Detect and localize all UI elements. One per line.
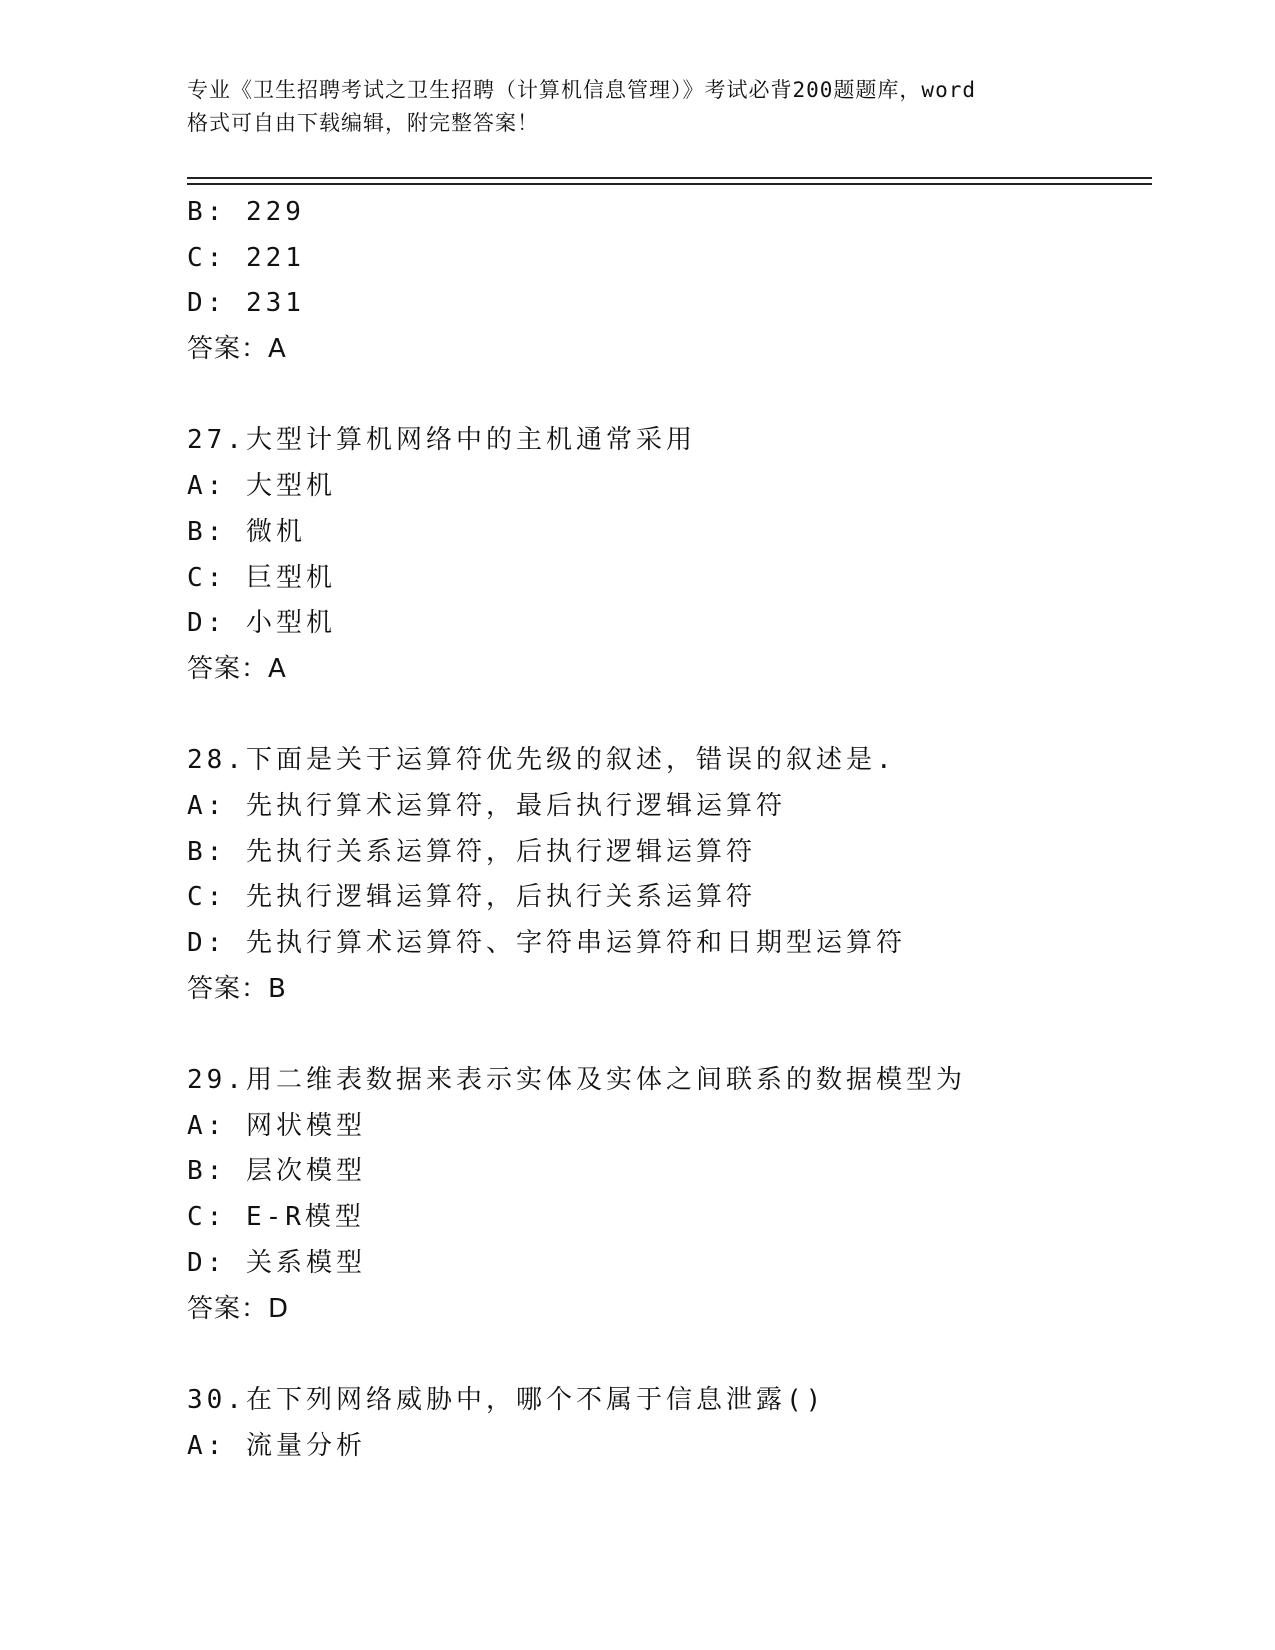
answer-line: 答案：D	[187, 1293, 290, 1324]
question-stem: 27.大型计算机网络中的主机通常采用	[187, 425, 696, 456]
question-stem: 30.在下列网络威胁中，哪个不属于信息泄露()	[187, 1384, 826, 1415]
question-list	[187, 190, 1152, 1469]
question-29	[187, 1058, 1152, 1332]
option-b: B: 先执行关系运算符，后执行逻辑运算符	[187, 836, 756, 867]
spacer	[187, 1332, 1152, 1378]
option-c: C: 巨型机	[187, 562, 336, 593]
option-b: B: 229	[187, 197, 305, 227]
header-line-2: 格式可自由下载编辑，附完整答案！	[187, 111, 539, 135]
question-30	[187, 1378, 1152, 1469]
answer-line: 答案：A	[187, 334, 287, 365]
answer-line: 答案：B	[187, 973, 287, 1004]
question-28	[187, 738, 1152, 1012]
option-d: D: 231	[187, 288, 305, 319]
option-d: D: 关系模型	[187, 1247, 366, 1278]
header-rule-bottom	[187, 183, 1152, 185]
document-header	[187, 74, 1087, 140]
header-rule-top	[187, 177, 1152, 179]
option-c: C: 221	[187, 242, 305, 273]
question-27	[187, 418, 1152, 692]
option-c: C: E-R模型	[187, 1202, 365, 1233]
header-line-1: 专业《卫生招聘考试之卫生招聘（计算机信息管理）》考试必背200题题库，word	[187, 78, 976, 102]
option-a: A: 大型机	[187, 471, 336, 502]
option-a: A: 网状模型	[187, 1110, 366, 1141]
spacer	[187, 693, 1152, 739]
question-stem: 29.用二维表数据来表示实体及实体之间联系的数据模型为	[187, 1065, 966, 1096]
option-d: D: 先执行算术运算符、字符串运算符和日期型运算符	[187, 928, 906, 958]
spacer	[187, 373, 1152, 419]
question-stem: 28.下面是关于运算符优先级的叙述，错误的叙述是.	[187, 745, 896, 776]
answer-line: 答案：A	[187, 653, 287, 684]
spacer	[187, 1012, 1152, 1058]
question-26-continued	[187, 190, 1152, 373]
option-b: B: 层次模型	[187, 1156, 366, 1187]
option-b: B: 微机	[187, 516, 306, 547]
option-a: A: 流量分析	[187, 1430, 366, 1461]
option-d: D: 小型机	[187, 608, 336, 639]
option-c: C: 先执行逻辑运算符，后执行关系运算符	[187, 882, 756, 913]
option-a: A: 先执行算术运算符，最后执行逻辑运算符	[187, 790, 786, 821]
